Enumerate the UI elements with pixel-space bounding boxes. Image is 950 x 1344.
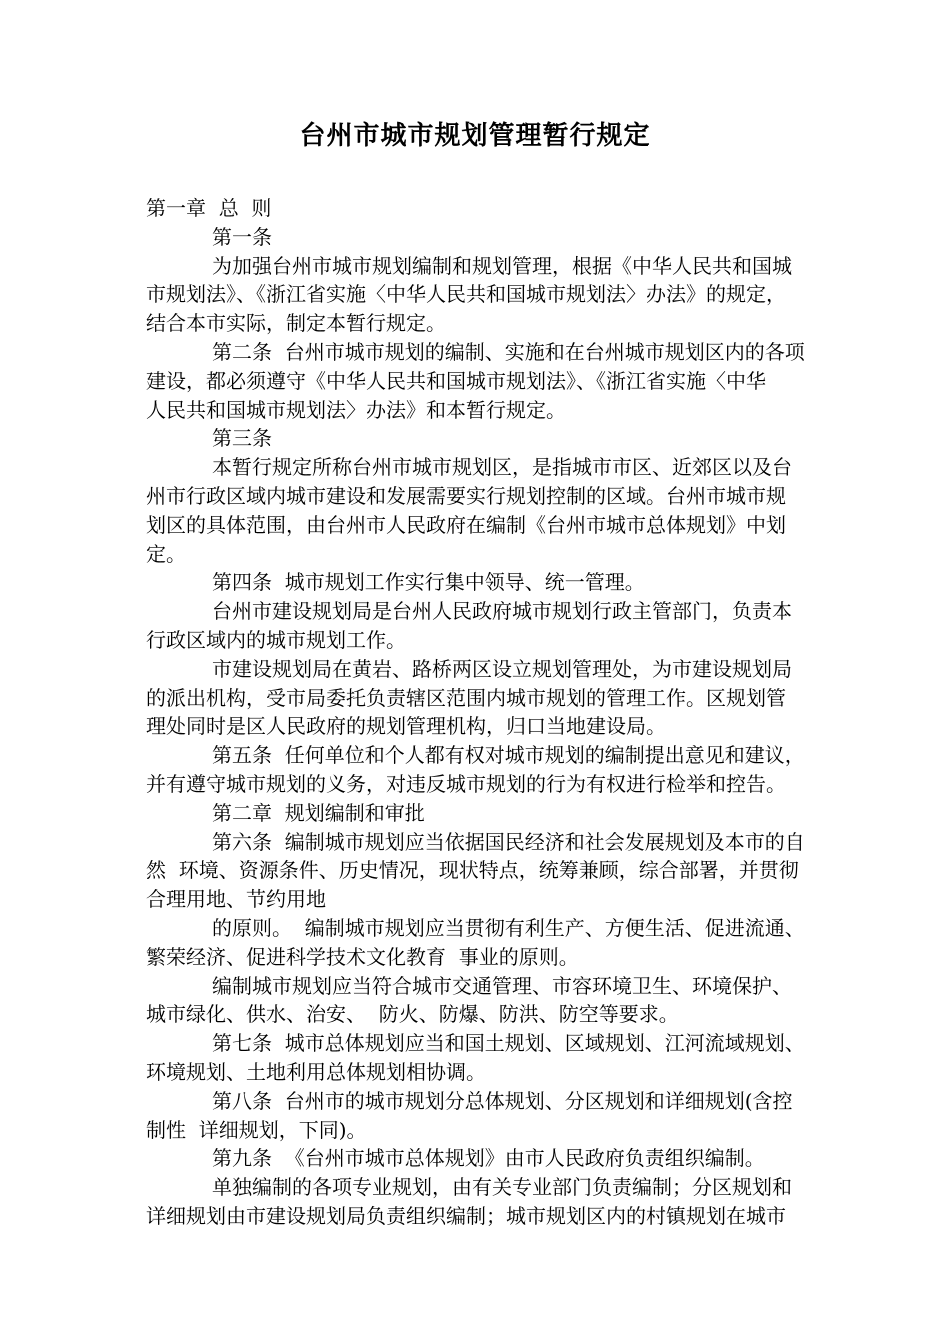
paragraph-line: 合理用地、节约用地 [146,887,326,912]
chapter-heading: 第一章 总 则 [146,196,272,220]
paragraph-line: 制性 详细规划，下同)。 [146,1117,367,1142]
paragraph-line: 建设，都必须遵守《中华人民共和国城市规划法》、《浙江省实施〈中华 [146,368,766,393]
paragraph-line: 台州市建设规划局是台州人民政府城市规划行政主管部门，负责本 [212,599,792,624]
paragraph-line: 市建设规划局在黄岩、路桥两区设立规划管理处，为市建设规划局 [212,656,792,681]
paragraph-line: 第七条 城市总体规划应当和国土规划、区域规划、江河流域规划、 [212,1031,805,1056]
paragraph-line: 行政区域内的城市规划工作。 [146,627,406,652]
paragraph-line: 的派出机构，受市局委托负责辖区范围内城市规划的管理工作。区规划管 [146,685,786,710]
paragraph-line: 本暂行规定所称台州市城市规划区，是指城市市区、近郊区以及台 [212,455,792,480]
paragraph-line: 第二条 台州市城市规划的编制、实施和在台州城市规划区内的各项 [212,339,805,364]
paragraph-line: 第五条 任何单位和个人都有权对城市规划的编制提出意见和建议， [212,743,805,768]
paragraph-line: 为加强台州市城市规划编制和规划管理，根据《中华人民共和国城 [212,253,792,278]
paragraph-line: 第六条 编制城市规划应当依据国民经济和社会发展规划及本市的自 [212,829,805,854]
document-title: 台州市城市规划管理暂行规定 [299,121,651,151]
paragraph-line: 详细规划由市建设规划局负责组织编制；城市规划区内的村镇规划在城市 [146,1203,786,1228]
paragraph-line: 并有遵守城市规划的义务，对违反城市规划的行为有权进行检举和控告。 [146,771,786,796]
paragraph-line: 州市行政区域内城市建设和发展需要实行规划控制的区域。台州市城市规 [146,483,786,508]
paragraph-line: 第九条 《台州市城市总体规划》由市人民政府负责组织编制。 [212,1146,765,1171]
document-body [146,194,874,1231]
paragraph-line: 城市绿化、供水、治安、 防火、防爆、防洪、防空等要求。 [146,1002,679,1027]
paragraph-line: 繁荣经济、促进科学技术文化教育 事业的原则。 [146,944,579,969]
paragraph-line: 第四条 城市规划工作实行集中领导、统一管理。 [212,570,645,595]
paragraph-line: 环境规划、土地利用总体规划相协调。 [146,1059,486,1084]
paragraph-line: 编制城市规划应当符合城市交通管理、市容环境卫生、环境保护、 [212,973,792,998]
chapter-heading: 第二章 规划编制和审批 [212,800,425,825]
article-heading: 第三条 [212,426,272,451]
paragraph-line: 市规划法》、《浙江省实施〈中华人民共和国城市规划法〉办法》的规定， [146,282,786,307]
paragraph-line: 结合本市实际，制定本暂行规定。 [146,311,446,336]
paragraph-line: 第八条 台州市的城市规划分总体规划、分区规划和详细规划(含控 [212,1088,793,1113]
paragraph-line: 然 环境、资源条件、历史情况，现状特点，统筹兼顾，综合部署，并贯彻 [146,858,799,883]
paragraph-line: 的原则。 编制城市规划应当贯彻有利生产、方便生活、促进流通、 [212,915,805,940]
paragraph-line: 人民共和国城市规划法〉办法》和本暂行规定。 [146,397,566,422]
paragraph-line: 理处同时是区人民政府的规划管理机构，归口当地建设局。 [146,714,666,739]
paragraph-line: 划区的具体范围，由台州市人民政府在编制《台州市城市总体规划》中划 [146,512,786,537]
paragraph-line: 单独编制的各项专业规划，由有关专业部门负责编制；分区规划和 [212,1175,792,1200]
paragraph-line: 定。 [146,541,186,566]
article-heading: 第一条 [212,224,272,249]
